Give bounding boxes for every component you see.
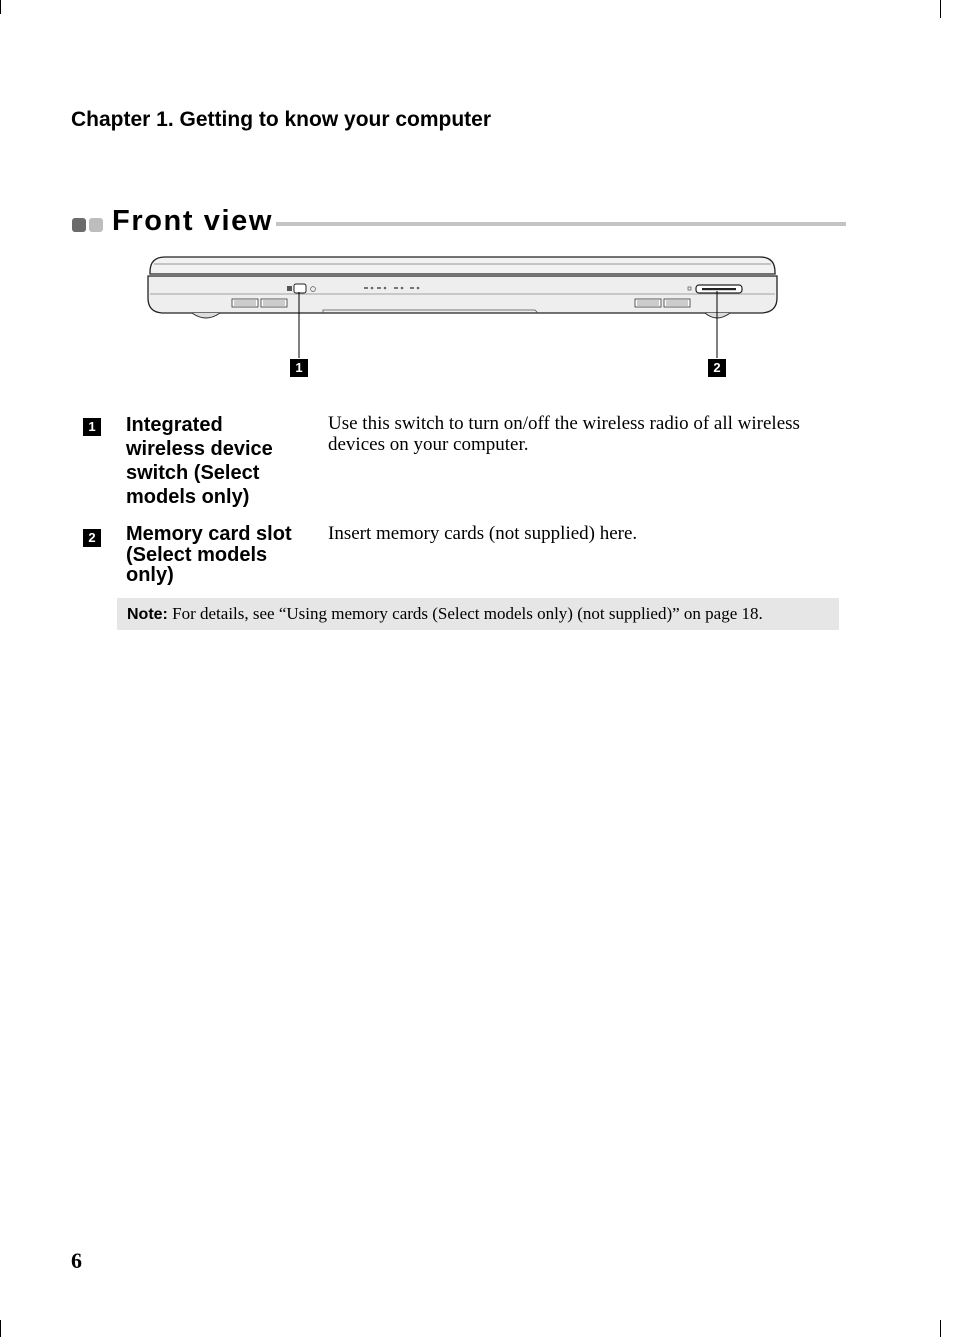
section-rule [276,222,846,226]
note-box [117,598,839,630]
callout-2: 2 [708,359,726,377]
crop-mark [940,1320,941,1337]
callout-1: 1 [290,359,308,377]
item-description: Use this switch to turn on/off the wireless radio of all wireless devices on your computer. [328,413,800,455]
item-description: Insert memory cards (not supplied) here. [328,523,638,544]
item-number: 2 [83,529,101,547]
crop-mark [940,0,941,18]
note-label: Note: [127,606,168,623]
crop-mark [0,0,1,14]
laptop-front-illustration [140,250,785,385]
laptop-front-figure [140,250,785,385]
note-text: For details, see “Using memory cards (Select models only) (not supplied)” on page 18. [167,604,763,623]
chapter-title: Chapter 1. Getting to know your computer [71,108,492,131]
page-number: 6 [71,1248,82,1273]
item-term: Integrated wireless device switch (Select models only) [126,414,273,508]
section-title: Front view [112,205,274,237]
section-header [72,205,846,245]
item-number: 1 [83,418,101,436]
crop-mark [0,1320,1,1337]
section-bullet-icon [72,218,86,232]
section-bullet-icon [89,218,103,232]
item-term: Memory card slot (Select models only) [126,523,292,586]
